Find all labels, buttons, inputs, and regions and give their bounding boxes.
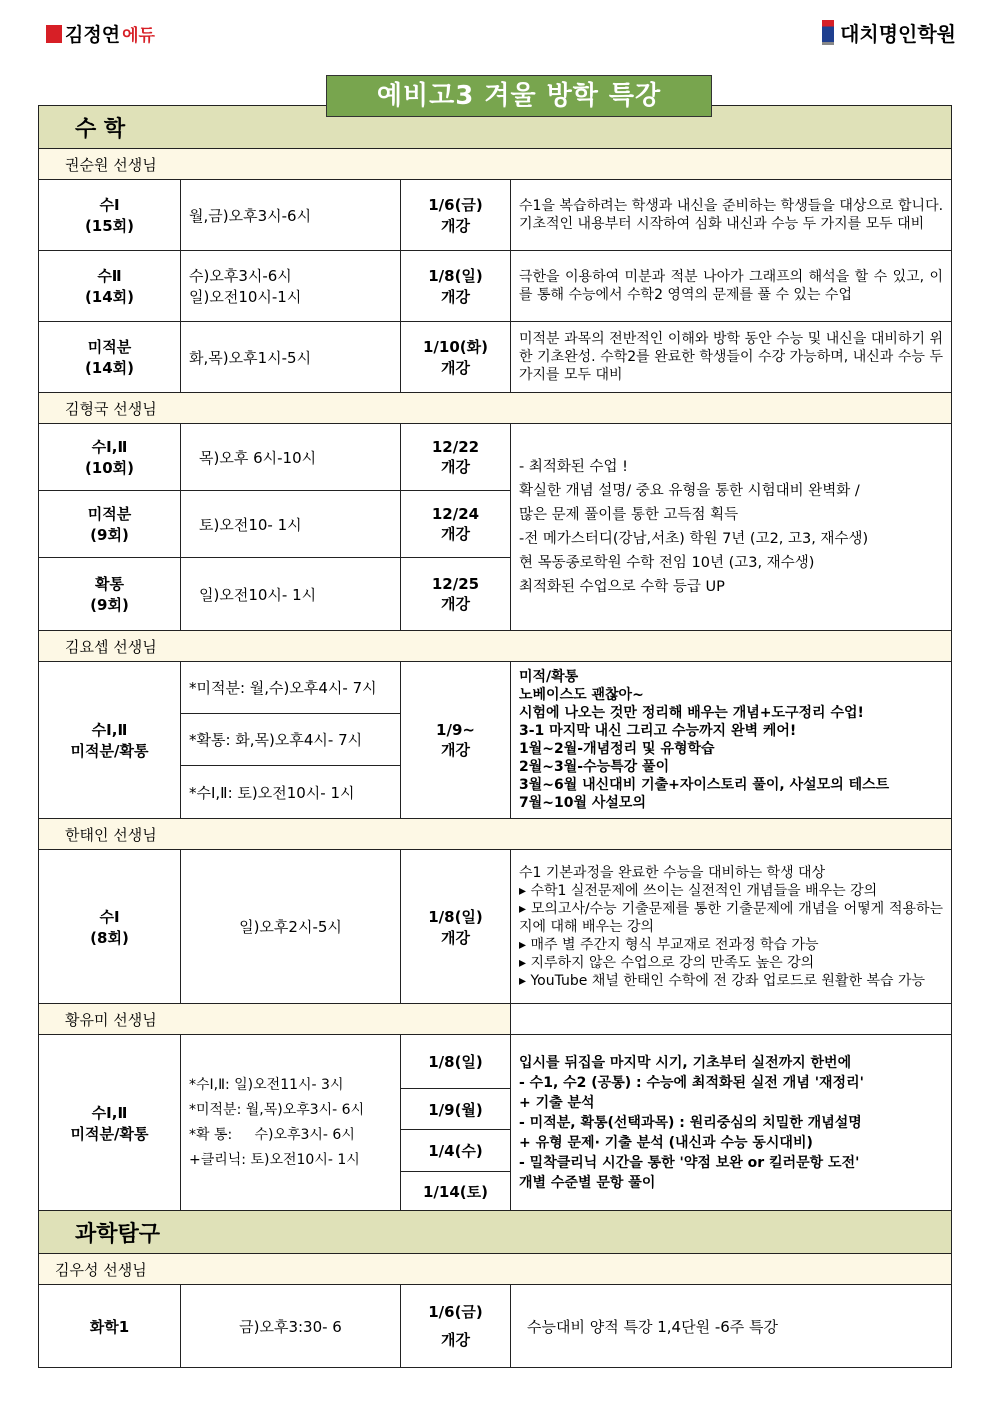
open-label: 개강 [441, 524, 470, 543]
description [511, 850, 952, 1004]
desc-line: - 최적화된 수업 ! [519, 459, 628, 475]
subject-sub: 미적분/확통 [70, 1124, 149, 1143]
desc-line: + 유형 문제· 기출 분석 (내신과 수능 동시대비) [519, 1134, 813, 1151]
desc-line: + 기출 분석 [519, 1094, 595, 1111]
section-science: 과학탐구 [39, 1211, 952, 1254]
description [511, 1035, 952, 1211]
class-time: 화,목)오후1시-5시 [189, 348, 312, 367]
open-label: 개강 [441, 457, 470, 476]
subject: 수Ⅰ,Ⅱ [91, 721, 128, 739]
desc-line: 미적/확통 [519, 669, 579, 685]
desc-line: 시험에 나오는 것만 정리해 배우는 개념+도구정리 수업! [519, 705, 864, 721]
start-date: 1/8(일) [428, 267, 483, 285]
empty-cell [511, 1004, 952, 1035]
start-date: 1/6(금) [428, 1303, 483, 1321]
desc-line: 2월~3월-수능특강 풀이 [519, 759, 670, 775]
desc-line: 확실한 개념 설명/ 중요 유형을 통한 시험대비 완벽화 / [519, 483, 860, 499]
start-date: 1/4(수) [401, 1130, 511, 1172]
open-label: 개강 [441, 740, 470, 759]
desc-line: 노베이스도 괜찮아~ [519, 687, 644, 703]
table-row [39, 424, 952, 491]
desc-line: - 밀착클리닉 시간을 통한 '약점 보완 or 킬러문항 도전' [519, 1154, 860, 1171]
open-label: 개강 [441, 1331, 470, 1349]
subject: 수Ⅰ,Ⅱ [91, 1103, 128, 1122]
subject: 수Ⅰ [99, 196, 120, 214]
class-times [181, 1035, 401, 1211]
teacher-name: 한태인 선생님 [39, 819, 952, 850]
session-count: (9회) [90, 596, 129, 614]
description [511, 424, 952, 631]
kimjungyeon-logo [46, 20, 155, 47]
desc-line: ▸ 지루하지 않은 수업으로 강의 만족도 높은 강의 [519, 954, 815, 971]
desc-line: - 수1, 수2 (공통) : 수능에 최적화된 실전 개념 '재정리' [519, 1074, 864, 1091]
class-time: 일)오전10시-1시 [189, 288, 302, 306]
teacher-name: 김우성 선생님 [39, 1254, 952, 1285]
class-time: *수Ⅰ,Ⅱ: 토)오전10시- 1시 [181, 766, 401, 819]
description: 수1을 복습하려는 학생과 내신을 준비하는 학생들을 대상으로 합니다. 기초적인 내용부터 시작하여 심화 내신과 수능 두 가지를 모두 대비 [511, 180, 952, 251]
start-date: 1/8(일) [401, 1035, 511, 1089]
description: 극한을 이용하여 미분과 적분 나아가 그래프의 해석을 할 수 있고, 이를 통해 수능에서 수학2 영역의 문제를 풀 수 있는 수업 [511, 251, 952, 322]
subject-sub: 미적분/확통 [70, 742, 149, 760]
page-title: 예비고3 겨울 방학 특강 [326, 75, 712, 117]
subject: 미적분 [87, 505, 132, 523]
table-row [39, 1035, 952, 1089]
logo-suffix: 에듀 [122, 26, 155, 46]
daechi-logo [822, 18, 956, 47]
class-time: +클리닉: 토)오전10시- 1시 [189, 1151, 360, 1168]
class-time: *미적분: 월,목)오후3시- 6시 [189, 1101, 365, 1118]
class-time: 목)오후 6시-10시 [181, 424, 401, 491]
open-label: 개강 [441, 594, 470, 613]
start-date: 1/6(금) [428, 196, 483, 214]
subject: 수Ⅰ,Ⅱ [91, 438, 128, 456]
logo-text: 김정연 [65, 24, 121, 46]
class-time: *미적분: 월,수)오후4시- 7시 [181, 662, 401, 714]
class-time: *수Ⅰ,Ⅱ: 일)오전11시- 3시 [189, 1076, 344, 1093]
desc-line: -전 메가스터디(강남,서초) 학원 7년 (고2, 고3, 재수생) [519, 531, 869, 547]
logo-mark-icon [46, 25, 62, 43]
session-count: (10회) [84, 459, 135, 477]
subject: 화학1 [39, 1285, 181, 1368]
start-date: 12/25 [431, 574, 480, 593]
desc-line: 최적화된 수업으로 수학 등급 UP [519, 579, 725, 595]
logo-mark-icon [822, 20, 834, 45]
section-math: 수 학 [39, 106, 952, 149]
start-date: 1/14(토) [401, 1172, 511, 1211]
class-time: *확통: 화,목)오후4시- 7시 [181, 714, 401, 766]
table-row [39, 1285, 952, 1368]
class-time: 금)오후3:30- 6 [181, 1285, 401, 1368]
table-row [39, 850, 952, 1004]
subject: 수Ⅰ [99, 907, 120, 926]
desc-line: 현 목동종로학원 수학 전임 10년 (고3, 재수생) [519, 555, 815, 571]
class-time: 토)오전10- 1시 [181, 491, 401, 558]
start-date: 12/24 [431, 504, 480, 523]
desc-line: 개별 수준별 문항 풀이 [519, 1174, 656, 1191]
class-time: 일)오후2시-5시 [181, 850, 401, 1004]
description [511, 662, 952, 819]
table-row [39, 322, 952, 393]
session-count: (14회) [84, 359, 135, 377]
schedule-table [38, 105, 952, 1368]
table-row [39, 251, 952, 322]
class-time: 수)오후3시-6시 [189, 267, 292, 285]
desc-line: 많은 문제 풀이를 통한 고득점 획득 [519, 507, 739, 523]
subject: 미적분 [87, 338, 132, 356]
start-date: 1/8(일) [428, 907, 483, 926]
class-time: *확 통: 수)오후3시- 6시 [189, 1126, 355, 1143]
open-label: 개강 [441, 928, 470, 947]
open-label: 개강 [441, 217, 470, 235]
desc-line: 7월~10월 사설모의 [519, 795, 646, 811]
session-count: (8회) [90, 928, 129, 947]
desc-line: - 미적분, 확통(선택과목) : 원리중심의 치밀한 개념설명 [519, 1114, 862, 1131]
desc-line: ▸ 수학1 실전문제에 쓰이는 실전적인 개념들을 배우는 강의 [519, 882, 878, 899]
desc-line: 3-1 마지막 내신 그리고 수능까지 완벽 케어! [519, 723, 797, 739]
table-row [39, 180, 952, 251]
desc-line: 1월~2월-개념정리 및 유형학습 [519, 741, 715, 757]
desc-line: ▸ 매주 별 주간지 형식 부교재로 전과정 학습 가능 [519, 936, 819, 953]
teacher-name: 김형국 선생님 [39, 393, 952, 424]
subject: 확통 [95, 575, 124, 593]
session-count: (9회) [90, 526, 129, 544]
start-date: 1/9(월) [401, 1089, 511, 1130]
teacher-name: 김요셉 선생님 [39, 631, 952, 662]
open-label: 개강 [441, 288, 470, 306]
desc-line: ▸ 모의고사/수능 기출문제를 통한 기출문제에 개념을 어떻게 적용하는지에 대해 배우는 강의 [519, 900, 944, 935]
start-date: 12/22 [431, 437, 480, 456]
table-row [39, 662, 952, 714]
start-date: 1/10(화) [423, 338, 488, 356]
desc-line: 3월~6월 내신대비 기출+자이스토리 풀이, 사설모의 테스트 [519, 777, 890, 793]
open-label: 개강 [441, 359, 470, 377]
description: 미적분 과목의 전반적인 이해와 방학 동안 수능 및 내신을 대비하기 위한 기초완성. 수학2를 완료한 학생들이 수강 가능하며, 내신과 수능 두 가지를 모두 대비 [511, 322, 952, 393]
desc-line: 입시를 뒤집을 마지막 시기, 기초부터 실전까지 한번에 [519, 1054, 852, 1071]
logo-text: 대치명인학원 [840, 22, 956, 46]
teacher-name: 권순원 선생님 [39, 149, 952, 180]
class-time: 월,금)오후3시-6시 [189, 206, 312, 225]
session-count: (14회) [84, 288, 135, 306]
start-date: 1/9~ [436, 720, 475, 739]
subject: 수Ⅱ [97, 267, 122, 285]
teacher-name: 황유미 선생님 [39, 1004, 511, 1035]
session-count: (15회) [84, 217, 135, 235]
description: 수능대비 양적 특강 1,4단원 -6주 특강 [511, 1285, 952, 1368]
desc-line: 수1 기본과정을 완료한 수능을 대비하는 학생 대상 [519, 864, 826, 881]
desc-line: ▸ YouTube 채널 한태인 수학에 전 강좌 업로드로 원활한 복습 가능 [519, 972, 925, 989]
class-time: 일)오전10시- 1시 [181, 558, 401, 631]
